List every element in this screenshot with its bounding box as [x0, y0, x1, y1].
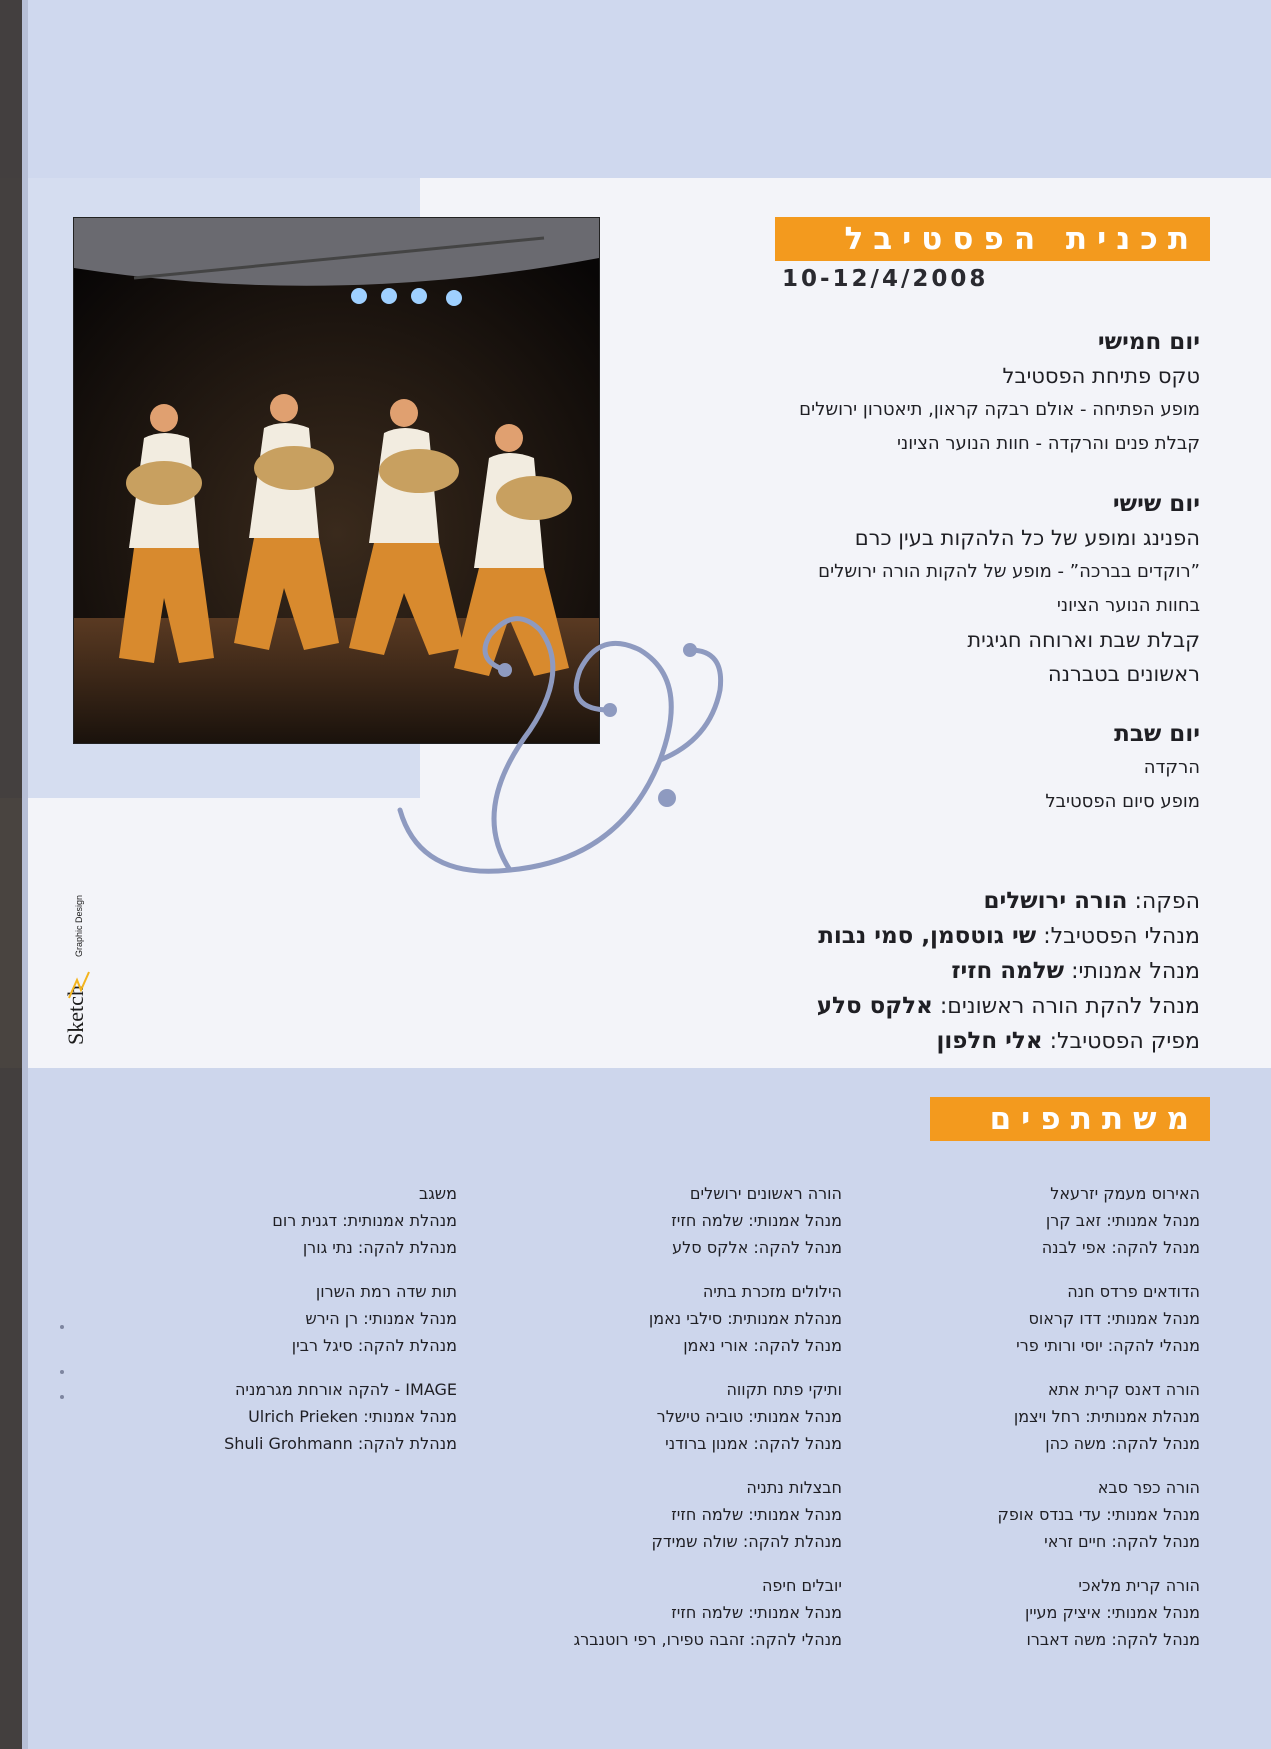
ensemble: [880, 1278, 1200, 1359]
credit-value: אלקס סלע: [816, 993, 933, 1019]
day-line: הרקדה: [1143, 757, 1200, 778]
credit-value: שי גוטסמן, סמי נבות: [818, 923, 1037, 949]
ensemble-line: מנהל אמנותי: עדי בנדס אופק: [997, 1505, 1200, 1524]
ensemble-line: ותיקי פתח תקווה: [726, 1380, 842, 1399]
ensemble-line: מנהל להקה: אורי נאמן: [683, 1336, 842, 1355]
ensemble-line: מנהלת אמנותית: רחל ויצמן: [1013, 1407, 1200, 1426]
ensemble-line: מנהל אמנותי: Ulrich Prieken: [248, 1407, 457, 1426]
ensemble-line: האירוס מעמק יזרעאל: [1050, 1184, 1200, 1203]
ensemble-line: מנהל אמנותי: איציק מעיין: [1025, 1603, 1200, 1622]
participants-column-2: [522, 1180, 842, 1670]
sketch-logo-subtitle: Graphic Design: [74, 894, 84, 957]
participants-title: משתתפים: [989, 1101, 1199, 1137]
credit-value: שלמה חזיז: [951, 958, 1065, 984]
ensemble-line: מנהלת להקה: שולה שמידק: [651, 1532, 842, 1551]
ensemble: [880, 1474, 1200, 1555]
credit-value: הורה ירושלים: [983, 888, 1128, 914]
day-line: ראשונים בטברנה: [1047, 662, 1200, 686]
ensemble-line: מנהלי להקה: יוסי ורותי פרי: [1016, 1336, 1200, 1355]
day-line: טקס פתיחת הפסטיבל: [1002, 364, 1200, 388]
day-line: קבלת פנים והרקדה - חוות הנוער הציוני: [897, 433, 1200, 454]
day-line: ”רוקדים בברכה” - מופע של להקות הורה ירושלים: [818, 561, 1200, 582]
credit-label: מנהל אמנותי:: [1071, 959, 1200, 984]
day-line: מופע הפתיחה - אולם רבקה קראון, תיאטרון ירושלים: [799, 399, 1200, 420]
ensemble-line: הורה דאנס קרית אתא: [1047, 1380, 1200, 1399]
ensemble-line: מנהל אמנותי: דדו קראוס: [1028, 1309, 1200, 1328]
credit-label: מפיק הפסטיבל:: [1049, 1029, 1200, 1054]
ensemble: [522, 1376, 842, 1457]
ensemble: [880, 1572, 1200, 1653]
ensemble-line: מנהל להקה: חיים זראי: [1044, 1532, 1200, 1551]
program-title: תכנית הפסטיבל: [844, 221, 1199, 257]
ensemble: [880, 1180, 1200, 1261]
day-block: [560, 325, 1200, 461]
ensemble: [880, 1376, 1200, 1457]
punch-dot: [60, 1325, 64, 1329]
ensemble-line: מנהל להקה: אלקס סלע: [672, 1238, 842, 1257]
ensemble-line: יובלים חיפה: [761, 1576, 842, 1595]
ensemble: [137, 1376, 457, 1457]
ensemble-line: מנהל אמנותי: שלמה חזיז: [671, 1505, 842, 1524]
punch-dot: [60, 1395, 64, 1399]
ensemble: [522, 1180, 842, 1261]
program-schedule: [560, 325, 1200, 819]
ensemble-line: חבצלות נתניה: [746, 1478, 842, 1497]
day-line: מופע סיום הפסטיבל: [1045, 791, 1200, 812]
ensemble-line: מנהלת אמנותית: דגנית רום: [272, 1211, 457, 1230]
ensemble-line: מנהל אמנותי: רן הירש: [305, 1309, 457, 1328]
ensemble-line: מנהל אמנותי: טוביה טישלר: [656, 1407, 842, 1426]
credit-line: [560, 1024, 1200, 1059]
festival-date: 10-12/4/2008: [782, 266, 989, 292]
ensemble-line: מנהלת להקה: נתי גורן: [302, 1238, 457, 1257]
ensemble: [137, 1180, 457, 1261]
ensemble: [522, 1572, 842, 1653]
top-band: [0, 0, 1271, 178]
credit-line: [560, 919, 1200, 954]
ensemble-line: מנהל אמנותי: שלמה חזיז: [671, 1603, 842, 1622]
credit-line: [560, 884, 1200, 919]
credit-label: מנהלי הפסטיבל:: [1043, 924, 1200, 949]
ensemble: [522, 1278, 842, 1359]
scan-edge-light: [22, 0, 28, 1749]
day-title: יום חמישי: [1097, 329, 1200, 355]
sketch-logo-text: Sketch: [63, 985, 88, 1045]
ensemble-line: מנהל להקה: אמנון ברודני: [665, 1434, 842, 1453]
day-line: הפנינג ומופע של כל הלהקות בעין כרם: [854, 526, 1200, 550]
day-line: בחוות הנוער הציוני: [1056, 595, 1200, 616]
participants-column-1: [880, 1180, 1200, 1670]
ensemble: [522, 1474, 842, 1555]
credit-value: אלי חלפון: [936, 1028, 1043, 1054]
ensemble-line: הורה כפר סבא: [1097, 1478, 1200, 1497]
ensemble-line: הורה ראשונים ירושלים: [689, 1184, 842, 1203]
ensemble-line: IMAGE - להקה אורחת מגרמניה: [234, 1380, 457, 1399]
credits: [560, 884, 1200, 1059]
scan-edge: [0, 0, 22, 1749]
ensemble-line: מנהל אמנותי: שלמה חזיז: [671, 1211, 842, 1230]
ensemble-line: מנהלת להקה: Shuli Grohmann: [224, 1434, 457, 1453]
sketch-logo: [55, 830, 95, 1050]
day-block: [560, 487, 1200, 691]
ensemble-line: מנהל להקה: משה כהן: [1045, 1434, 1200, 1453]
ensemble-line: מנהלת אמנותית: סילבי נאמן: [648, 1309, 842, 1328]
ensemble-line: מנהל אמנותי: זאב קרן: [1045, 1211, 1200, 1230]
ensemble: [137, 1278, 457, 1359]
day-title: יום שישי: [1112, 491, 1200, 517]
day-title: יום שבת: [1114, 721, 1200, 747]
participants-column-3: [137, 1180, 457, 1474]
ensemble-line: תות שדה רמת השרון: [315, 1282, 457, 1301]
day-line: קבלת שבת וארוחה חגיגית: [967, 628, 1200, 652]
ensemble-line: מנהל להקה: משה דאברו: [1026, 1630, 1200, 1649]
ensemble-line: מנהלת להקה: סיגל רבין: [291, 1336, 457, 1355]
ensemble-line: משגב: [418, 1184, 457, 1203]
credit-label: הפקה:: [1134, 889, 1200, 914]
credit-line: [560, 954, 1200, 989]
credit-line: [560, 989, 1200, 1024]
ensemble-line: מנהל להקה: אפי לבנה: [1041, 1238, 1200, 1257]
punch-dot: [60, 1370, 64, 1374]
credit-label: מנהל להקת הורה ראשונים:: [939, 994, 1200, 1019]
ensemble-line: הדודאים פרדס חנה: [1067, 1282, 1200, 1301]
ensemble-line: מנהלי להקה: זהבה טפירו, רפי רוטנברג: [573, 1630, 842, 1649]
day-block: [560, 717, 1200, 819]
ensemble-line: הורה קרית מלאכי: [1078, 1576, 1200, 1595]
ensemble-line: הילולים מזכרת בתיה: [702, 1282, 842, 1301]
